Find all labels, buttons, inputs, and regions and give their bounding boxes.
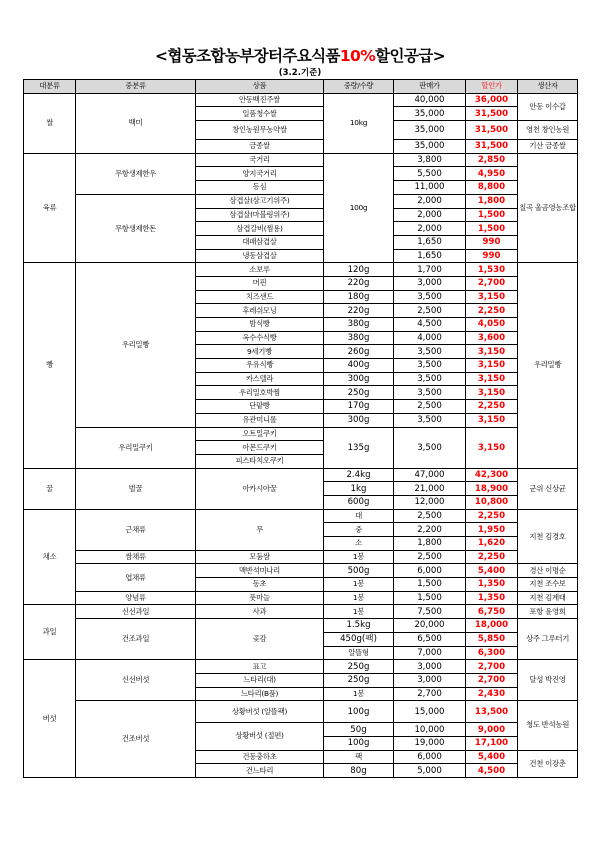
discount-cell: 3,150: [466, 372, 518, 386]
price-cell: 5,000: [394, 764, 466, 778]
product-cell: 우리밀호박찜: [196, 386, 324, 400]
price-cell: 3,500: [394, 290, 466, 304]
producer-cell: 포항 윤영희: [518, 605, 578, 619]
weight-cell: 알뜰형: [324, 646, 394, 660]
weight-cell: 1봉: [324, 591, 394, 605]
product-cell: 건느타리: [196, 764, 324, 778]
discount-cell: 6,300: [466, 646, 518, 660]
weight-cell: 1봉: [324, 605, 394, 619]
page-subtitle: (3.2.기준): [278, 68, 322, 78]
price-cell: 4,500: [394, 318, 466, 332]
weight-cell: 220g: [324, 276, 394, 290]
weight-cell: 380g: [324, 318, 394, 332]
producer-cell: 지천 조수보: [518, 578, 578, 592]
weight-cell: 450g(팩): [324, 632, 394, 646]
discount-cell: 1,800: [466, 194, 518, 208]
product-cell: 대패삼겹살: [196, 235, 324, 249]
discount-cell: 990: [466, 249, 518, 263]
price-cell: 1,650: [394, 249, 466, 263]
price-cell: 3,800: [394, 153, 466, 167]
discount-cell: 4,950: [466, 167, 518, 181]
discount-cell: 18,000: [466, 619, 518, 633]
discount-cell: 5,400: [466, 750, 518, 764]
discount-cell: 2,700: [466, 660, 518, 674]
price-cell: 47,000: [394, 468, 466, 482]
discount-cell: 2,850: [466, 153, 518, 167]
price-cell: 35,000: [394, 140, 466, 154]
product-cell: 밤식빵: [196, 318, 324, 332]
producer-cell: 우리밀빵: [518, 263, 578, 468]
weight-cell: 300g: [324, 372, 394, 386]
price-cell: 2,000: [394, 222, 466, 236]
product-cell: 유관미니롤: [196, 413, 324, 427]
discount-cell: 42,300: [466, 468, 518, 482]
discount-cell: 2,250: [466, 400, 518, 414]
discount-cell: 31,500: [466, 121, 518, 140]
product-cell: 금종쌀: [196, 140, 324, 154]
producer-cell: 영천 창인농원: [518, 121, 578, 140]
weight-cell: 300g: [324, 413, 394, 427]
table-row: [24, 660, 578, 674]
discount-cell: 17,100: [466, 736, 518, 750]
product-cell: 단팥빵: [196, 400, 324, 414]
price-cell: 15,000: [394, 701, 466, 723]
discount-cell: 3,150: [466, 290, 518, 304]
subcategory-cell: 무항생제한우: [76, 153, 196, 194]
product-cell: 느타리(대): [196, 673, 324, 687]
category-cell: 버섯: [24, 660, 76, 778]
price-cell: 3,500: [394, 386, 466, 400]
weight-cell: 10kg: [324, 93, 394, 153]
price-cell: 3,000: [394, 673, 466, 687]
discount-cell: 3,150: [466, 345, 518, 359]
price-cell: 1,650: [394, 235, 466, 249]
subcategory-cell: 건조과일: [76, 619, 196, 660]
price-cell: 1,500: [394, 578, 466, 592]
price-cell: 7,000: [394, 646, 466, 660]
weight-cell: 600g: [324, 495, 394, 509]
product-cell: 곶감: [196, 619, 324, 660]
weight-cell: 250g: [324, 386, 394, 400]
subcategory-cell: 양념류: [76, 591, 196, 605]
product-cell: 무: [196, 509, 324, 550]
weight-cell: 400g: [324, 359, 394, 373]
producer-cell: 상주 그루터기: [518, 619, 578, 660]
discount-cell: 9,000: [466, 723, 518, 737]
product-cell: 국거리: [196, 153, 324, 167]
table-row: [24, 605, 578, 619]
product-cell: 삼겹살(마블링위주): [196, 208, 324, 222]
product-cell: 안동백진주쌀: [196, 93, 324, 107]
product-cell: 삼겹갈비(찜용): [196, 222, 324, 236]
price-cell: 3,500: [394, 359, 466, 373]
weight-cell: 170g: [324, 400, 394, 414]
product-cell: 창인농원무농약쌀: [196, 121, 324, 140]
header-weight: 중량/수량: [324, 80, 394, 94]
price-cell: 5,500: [394, 167, 466, 181]
weight-cell: 250g: [324, 660, 394, 674]
discount-cell: 5,850: [466, 632, 518, 646]
discount-cell: 3,150: [466, 386, 518, 400]
price-cell: 35,000: [394, 107, 466, 121]
subcategory-cell: 엽채류: [76, 564, 196, 591]
discount-cell: 6,750: [466, 605, 518, 619]
weight-cell: 500g: [324, 564, 394, 578]
discount-cell: 4,050: [466, 318, 518, 332]
weight-cell: 250g: [324, 673, 394, 687]
discount-cell: 3,150: [466, 427, 518, 468]
product-cell: 사과: [196, 605, 324, 619]
subcategory-cell: 근채류: [76, 509, 196, 550]
product-cell: 상황버섯 (알뜰팩): [196, 701, 324, 723]
product-cell: 삼겹살(삼고기위주): [196, 194, 324, 208]
discount-cell: 4,500: [466, 764, 518, 778]
price-cell: 2,000: [394, 208, 466, 222]
price-cell: 2,500: [394, 509, 466, 523]
discount-cell: 1,500: [466, 208, 518, 222]
weight-cell: 1.5kg: [324, 619, 394, 633]
discount-cell: 8,800: [466, 181, 518, 195]
table-row: [24, 427, 578, 441]
subcategory-cell: 백미: [76, 93, 196, 153]
price-cell: 2,700: [394, 687, 466, 701]
subcategory-cell: 벌꿀: [76, 468, 196, 509]
table-row: [24, 591, 578, 605]
price-cell: 21,000: [394, 482, 466, 496]
weight-cell: 220g: [324, 304, 394, 318]
price-cell: 1,700: [394, 263, 466, 277]
product-cell: 소보루: [196, 263, 324, 277]
producer-cell: 건천 이장춘: [518, 750, 578, 777]
table-row: [24, 194, 578, 208]
price-cell: 2,500: [394, 550, 466, 564]
subcategory-cell: 무항생제한돈: [76, 194, 196, 262]
discount-cell: 31,500: [466, 140, 518, 154]
price-cell: 1,500: [394, 591, 466, 605]
price-cell: 3,500: [394, 427, 466, 468]
header-subcategory: 중분류: [76, 80, 196, 94]
product-cell: 치즈샌드: [196, 290, 324, 304]
weight-cell: 1봉: [324, 578, 394, 592]
discount-cell: 2,430: [466, 687, 518, 701]
product-cell: 9세기빵: [196, 345, 324, 359]
producer-cell: 기산 금종쌀: [518, 140, 578, 154]
price-cell: 6,000: [394, 750, 466, 764]
price-cell: 3,000: [394, 660, 466, 674]
weight-cell: 소: [324, 537, 394, 551]
discount-cell: 18,900: [466, 482, 518, 496]
weight-cell: 2.4kg: [324, 468, 394, 482]
category-cell: 채소: [24, 509, 76, 605]
subcategory-cell: 우리밀빵: [76, 263, 196, 427]
category-cell: 꿀: [24, 468, 76, 509]
discount-cell: 5,400: [466, 564, 518, 578]
table-row: [24, 93, 578, 107]
price-cell: 3,000: [394, 276, 466, 290]
discount-cell: 2,250: [466, 304, 518, 318]
subcategory-cell: 건조버섯: [76, 701, 196, 778]
subcategory-cell: 신선버섯: [76, 660, 196, 701]
weight-cell: 100g: [324, 153, 394, 263]
header-category: 대분류: [24, 80, 76, 94]
price-cell: 40,000: [394, 93, 466, 107]
price-cell: 3,500: [394, 345, 466, 359]
product-cell: 상황버섯 (절편): [196, 723, 324, 750]
discount-cell: 2,250: [466, 550, 518, 564]
product-cell: 아몬드쿠키: [196, 441, 324, 455]
producer-cell: 지천 김계태: [518, 591, 578, 605]
price-cell: 2,500: [394, 304, 466, 318]
weight-cell: 80g: [324, 764, 394, 778]
discount-cell: 31,500: [466, 107, 518, 121]
price-cell: 11,000: [394, 181, 466, 195]
table-row: [24, 701, 578, 723]
price-cell: 10,000: [394, 723, 466, 737]
discount-cell: 2,700: [466, 673, 518, 687]
price-cell: 6,000: [394, 564, 466, 578]
header-row: [24, 80, 578, 94]
discount-cell: 1,620: [466, 537, 518, 551]
discount-cell: 10,800: [466, 495, 518, 509]
discount-cell: 990: [466, 235, 518, 249]
discount-cell: 1,500: [466, 222, 518, 236]
discount-cell: 2,250: [466, 509, 518, 523]
header-price: 판매가: [394, 80, 466, 94]
weight-cell: 중: [324, 523, 394, 537]
product-cell: 표고: [196, 660, 324, 674]
price-cell: 3,500: [394, 372, 466, 386]
price-cell: 19,000: [394, 736, 466, 750]
weight-cell: 260g: [324, 345, 394, 359]
producer-cell: 청도 반석농원: [518, 701, 578, 750]
product-cell: 일품청수쌀: [196, 107, 324, 121]
category-cell: 육류: [24, 153, 76, 263]
discount-cell: 36,000: [466, 93, 518, 107]
price-cell: 4,000: [394, 331, 466, 345]
weight-cell: 팩: [324, 750, 394, 764]
subcategory-cell: 신선과일: [76, 605, 196, 619]
price-cell: 1,800: [394, 537, 466, 551]
discount-cell: 3,150: [466, 413, 518, 427]
price-cell: 12,000: [394, 495, 466, 509]
weight-cell: 50g: [324, 723, 394, 737]
page-title: <협동조합농부장터주요식품10%할인공급>: [154, 47, 446, 65]
product-cell: 카스텔라: [196, 372, 324, 386]
discount-cell: 13,500: [466, 701, 518, 723]
table-row: [24, 550, 578, 564]
producer-cell: 경산 이명순: [518, 564, 578, 578]
header-product: 상품: [196, 80, 324, 94]
header-discount: 할인가: [466, 80, 518, 94]
header-producer: 생산자: [518, 80, 578, 94]
producer-cell: 지천 김경호: [518, 509, 578, 564]
weight-cell: 대: [324, 509, 394, 523]
product-cell: 피스타치오쿠키: [196, 454, 324, 468]
weight-cell: 380g: [324, 331, 394, 345]
weight-cell: 100g: [324, 736, 394, 750]
weight-cell: 120g: [324, 263, 394, 277]
product-cell: 동초: [196, 578, 324, 592]
price-cell: 20,000: [394, 619, 466, 633]
price-table: [23, 79, 578, 778]
price-cell: 2,500: [394, 400, 466, 414]
product-cell: 옥수수식빵: [196, 331, 324, 345]
subcategory-cell: 우리밀쿠키: [76, 427, 196, 468]
product-cell: 우유식빵: [196, 359, 324, 373]
product-cell: 아카시아꿀: [196, 468, 324, 509]
weight-cell: 100g: [324, 701, 394, 723]
price-cell: 2,200: [394, 523, 466, 537]
subcategory-cell: 쌈채류: [76, 550, 196, 564]
discount-cell: 1,350: [466, 578, 518, 592]
product-cell: 후레쉬모닝: [196, 304, 324, 318]
table-row: [24, 564, 578, 578]
producer-cell: 달성 박진영: [518, 660, 578, 701]
weight-cell: 1봉: [324, 687, 394, 701]
table-row: [24, 619, 578, 633]
weight-cell: 135g: [324, 427, 394, 468]
producer-cell: 군위 신상균: [518, 468, 578, 509]
discount-cell: 3,600: [466, 331, 518, 345]
table-row: [24, 263, 578, 277]
discount-cell: 1,530: [466, 263, 518, 277]
product-cell: 맥반석미나리: [196, 564, 324, 578]
table-row: [24, 153, 578, 167]
price-cell: 35,000: [394, 121, 466, 140]
product-cell: 양지국거리: [196, 167, 324, 181]
price-cell: 2,000: [394, 194, 466, 208]
price-cell: 6,500: [394, 632, 466, 646]
discount-cell: 2,700: [466, 276, 518, 290]
weight-cell: 180g: [324, 290, 394, 304]
discount-cell: 1,350: [466, 591, 518, 605]
product-cell: 모둠쌈: [196, 550, 324, 564]
weight-cell: 1봉: [324, 550, 394, 564]
product-cell: 건동충하초: [196, 750, 324, 764]
category-cell: 빵: [24, 263, 76, 468]
discount-highlight: 10%: [339, 47, 376, 65]
product-cell: 풋마늘: [196, 591, 324, 605]
discount-cell: 1,950: [466, 523, 518, 537]
weight-cell: 1kg: [324, 482, 394, 496]
category-cell: 과일: [24, 605, 76, 660]
product-cell: 등심: [196, 181, 324, 195]
price-cell: 3,500: [394, 413, 466, 427]
table-row: [24, 468, 578, 482]
product-cell: 냉동삼겹살: [196, 249, 324, 263]
product-cell: 머핀: [196, 276, 324, 290]
product-cell: 오트밀쿠키: [196, 427, 324, 441]
producer-cell: 안동 이수갑: [518, 93, 578, 120]
price-cell: 7,500: [394, 605, 466, 619]
table-row: [24, 509, 578, 523]
discount-cell: 3,150: [466, 359, 518, 373]
producer-cell: 칠곡 울곰영농조합: [518, 153, 578, 263]
product-cell: 느타리(B품): [196, 687, 324, 701]
category-cell: 쌀: [24, 93, 76, 153]
